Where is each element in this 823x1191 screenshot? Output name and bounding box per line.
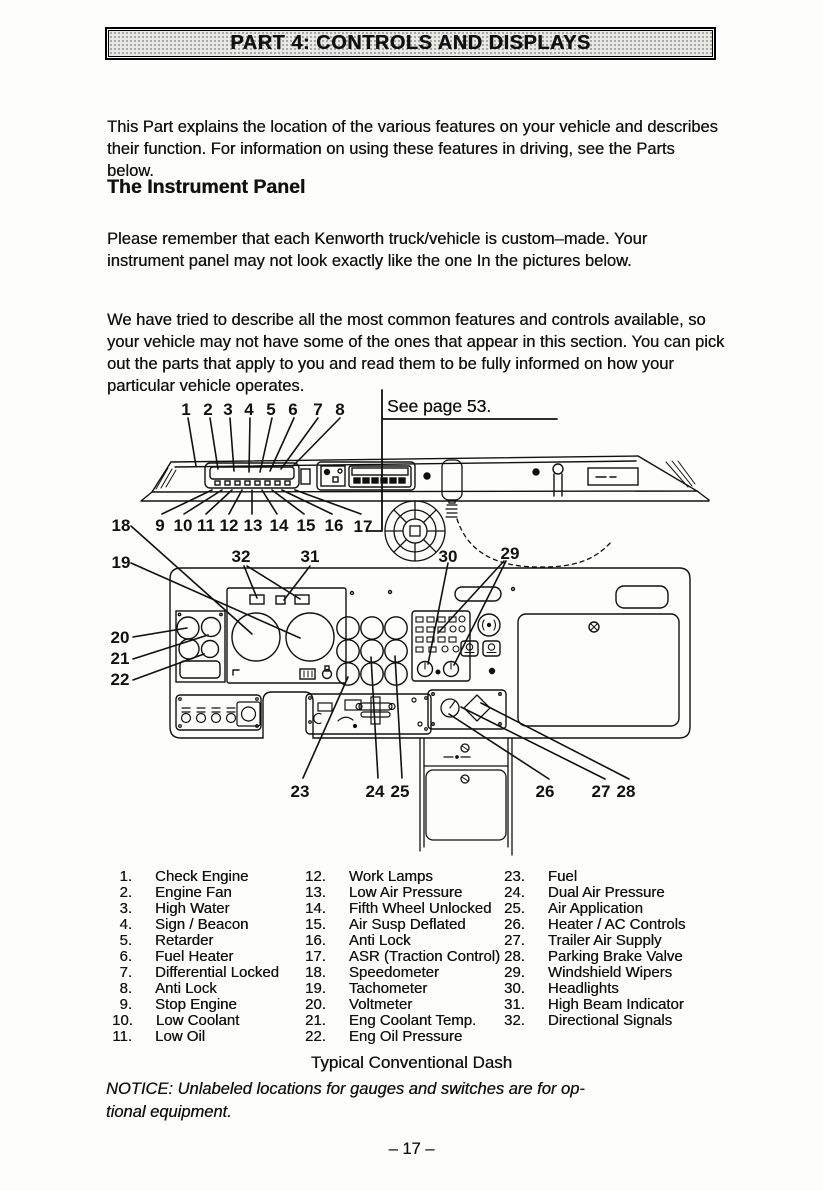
legend-item — [112, 1013, 279, 1029]
legend-item-number: 31. — [504, 996, 525, 1013]
figure-caption: Typical Conventional Dash — [310, 1053, 513, 1072]
legend-item — [112, 869, 279, 885]
legend-item-number: 22. — [305, 1028, 326, 1045]
callout-25: 25 — [390, 782, 410, 801]
legend-item — [504, 869, 685, 885]
legend-item-label: Anti Lock — [348, 932, 411, 949]
callout-2: 2 — [203, 400, 213, 419]
legend-item — [305, 981, 500, 997]
legend-item — [112, 917, 279, 933]
legend-item-label: Tachometer — [348, 980, 428, 997]
part-title: PART 4: CONTROLS AND DISPLAYS — [230, 32, 591, 54]
legend-item-label: Headlights — [547, 980, 619, 997]
legend-item-label: Engine Fan — [155, 884, 232, 901]
legend-item-label: Fuel — [547, 868, 578, 885]
indicator-light-strip — [205, 463, 299, 488]
part-title-banner — [105, 27, 716, 60]
legend-item — [305, 1013, 500, 1029]
legend-item-label: Low Oil — [155, 1028, 206, 1045]
callout-14: 14 — [269, 516, 289, 535]
legend-item-label: Low Air Pressure — [348, 884, 463, 901]
callout-30: 30 — [438, 547, 458, 566]
callout-8: 8 — [335, 400, 345, 419]
intro-paragraph: This Part explains the location of the various features on your vehicle and describes their function. For information on using these features in driving, see the Parts below. — [107, 117, 718, 180]
callout-9: 9 — [155, 516, 165, 535]
legend-item — [305, 917, 500, 933]
callout-7: 7 — [313, 400, 323, 419]
callout-32: 32 — [231, 547, 251, 566]
paragraph-common-features: We have tried to describe all the most common features and controls available, so your vehicle may not have some of the ones that appear in this section. You can pick out the parts that apply to you and read them to be fully informed on how your particular vehicle operates. — [107, 310, 725, 395]
legend-item-label: Low Coolant — [155, 1012, 240, 1029]
callout-17: 17 — [353, 517, 373, 536]
legend-item-label: Differential Locked — [155, 964, 279, 981]
legend-item-label: Eng Oil Pressure — [348, 1028, 463, 1045]
fuel-gauge — [337, 663, 359, 685]
legend-item-number: 18. — [305, 964, 326, 981]
legend-item-number: 13. — [305, 884, 326, 901]
lighter-and-buttons — [461, 614, 500, 674]
legend-item-number: 3. — [119, 900, 132, 917]
legend-item-label: Retarder — [155, 932, 214, 949]
legend-item-number: 28. — [504, 948, 525, 965]
legend-column — [305, 869, 500, 1045]
legend-item — [504, 965, 685, 981]
legend-item-label: ASR (Traction Control) — [348, 948, 501, 965]
callout-23: 23 — [290, 782, 310, 801]
legend-item-number: 8. — [119, 980, 132, 997]
paragraph-custom-made: Please remember that each Kenworth truck/vehicle is custom–made. Your instrument panel may not look exactly like the one In the pictures below. — [107, 229, 648, 270]
callout-4: 4 — [244, 400, 254, 419]
part-title-banner-fill — [108, 30, 713, 57]
notice-line-2: tional equipment. — [106, 1103, 232, 1121]
legend-item — [305, 885, 500, 901]
legend-item-number: 20. — [305, 996, 326, 1013]
callout-26: 26 — [535, 782, 555, 801]
tachometer-gauge — [286, 613, 334, 661]
legend-item-label: Anti Lock — [155, 980, 217, 997]
legend-item — [305, 869, 500, 885]
legend-item — [112, 949, 279, 965]
legend-item — [112, 1029, 279, 1045]
voltmeter-gauge — [177, 617, 199, 639]
legend-item — [504, 1013, 685, 1029]
legend-item-number: 14. — [305, 900, 326, 917]
glove-box — [518, 586, 679, 726]
dash-top-view — [141, 456, 709, 501]
legend-item-label: Eng Coolant Temp. — [348, 1012, 477, 1029]
legend-item-number: 15. — [305, 916, 326, 933]
legend-item — [504, 933, 685, 949]
callout-29: 29 — [500, 544, 520, 563]
legend-item-number: 9. — [119, 996, 132, 1013]
callout-16: 16 — [324, 516, 344, 535]
parking-brake-valve-diamond — [464, 695, 490, 721]
see-page-note: See page 53. — [387, 396, 492, 416]
legend-item-label: Dual Air Pressure — [547, 884, 665, 901]
legend-item-label: Stop Engine — [155, 996, 237, 1013]
legend-item — [305, 1029, 500, 1045]
legend-item-number: 29. — [504, 964, 525, 981]
legend-item-number: 12. — [305, 868, 326, 885]
callout-5: 5 — [266, 400, 276, 419]
legend-item-label: Check Engine — [155, 868, 249, 885]
callout-3: 3 — [223, 400, 233, 419]
toggle-switch — [212, 714, 221, 723]
legend-item-label: Windshield Wipers — [547, 964, 673, 981]
legend-item-number: 10. — [112, 1012, 133, 1029]
legend-item-label: Voltmeter — [348, 996, 413, 1013]
callout-13: 13 — [243, 516, 263, 535]
speedometer-gauge — [232, 613, 280, 661]
legend-item-number: 23. — [504, 868, 525, 885]
legend-item-label: Speedometer — [348, 964, 439, 981]
legend-item-number: 1. — [119, 868, 132, 885]
legend-item — [504, 917, 685, 933]
legend-item-label: Air Susp Deflated — [348, 916, 466, 933]
legend-item-label: Work Lamps — [348, 868, 433, 885]
cb-microphone — [442, 460, 612, 567]
legend-item-number: 19. — [305, 980, 326, 997]
legend-column — [504, 869, 685, 1029]
legend-item-label: Heater / AC Controls — [547, 916, 686, 933]
legend-item-number: 2. — [119, 884, 132, 901]
page-number: – 17 – — [388, 1140, 435, 1158]
legend-item-label: Parking Brake Valve — [547, 948, 683, 965]
legend-item — [305, 965, 500, 981]
callout-10: 10 — [173, 516, 193, 535]
radio — [317, 462, 415, 490]
callout-6: 6 — [288, 400, 298, 419]
dash-knob — [533, 469, 539, 475]
dash-knob — [424, 473, 430, 479]
legend-item — [504, 981, 685, 997]
legend-item-number: 21. — [305, 1012, 326, 1029]
strip-latch — [301, 469, 310, 484]
legend-item — [504, 901, 685, 917]
toggle-switch — [197, 714, 206, 723]
air-application-gauge — [385, 640, 407, 662]
callout-27: 27 — [591, 782, 611, 801]
legend-item-number: 30. — [504, 980, 525, 997]
callout-18: 18 — [111, 516, 131, 535]
speedo-tach-panel — [227, 588, 346, 683]
toggle-switch — [182, 714, 191, 723]
legend-item-number: 11. — [112, 1028, 132, 1045]
legend-item — [504, 949, 685, 965]
legend-item-number: 6. — [119, 948, 132, 965]
legend-item — [112, 997, 279, 1013]
legend-item — [305, 901, 500, 917]
legend-item-label: Directional Signals — [547, 1012, 673, 1029]
legend-item — [112, 885, 279, 901]
toggle-switch — [227, 714, 236, 723]
small-gauge — [179, 639, 199, 659]
small-gauge-cluster — [176, 611, 225, 682]
legend-item-number: 27. — [504, 932, 525, 949]
oil-pressure-gauge — [202, 641, 219, 658]
trailer-brake-handle — [356, 697, 395, 724]
legend-item — [112, 965, 279, 981]
legend-item — [504, 885, 685, 901]
callout-31: 31 — [300, 547, 320, 566]
legend-item — [504, 997, 685, 1013]
callout-21: 21 — [110, 649, 130, 668]
legend-item-number: 7. — [119, 964, 132, 981]
callout-19: 19 — [111, 553, 131, 572]
legend-item-label: Fuel Heater — [155, 948, 234, 965]
legend-item-label: Sign / Beacon — [155, 916, 249, 933]
legend-item-label: High Beam Indicator — [547, 996, 684, 1013]
legend-item — [112, 981, 279, 997]
legend-item — [305, 949, 500, 965]
legend-item-label: Trailer Air Supply — [547, 932, 662, 949]
legend-item — [305, 933, 500, 949]
legend-item-number: 32. — [504, 1012, 525, 1029]
coolant-temp-gauge — [202, 618, 221, 637]
instrument-panel-diagram — [0, 385, 823, 865]
lower-left-switch-panel — [176, 695, 261, 730]
legend-item-label: Air Application — [547, 900, 643, 917]
legend-item-label: High Water — [155, 900, 230, 917]
steering-column-fan — [385, 501, 445, 561]
legend-item — [305, 997, 500, 1013]
legend-item-number: 5. — [119, 932, 132, 949]
callout-20: 20 — [110, 628, 130, 647]
legend-item-label: Fifth Wheel Unlocked — [348, 900, 492, 917]
notice-line-1: NOTICE: Unlabeled locations for gauges and switches are for op- — [106, 1080, 585, 1098]
legend-item-number: 16. — [305, 932, 326, 949]
legend-item — [112, 933, 279, 949]
notice-text — [106, 1078, 734, 1124]
legend-item-number: 4. — [119, 916, 132, 933]
legend-item-number: 17. — [305, 948, 326, 965]
callout-1: 1 — [181, 400, 191, 419]
dual-air-pressure-gauge — [361, 640, 383, 662]
center-console — [420, 738, 512, 855]
legend-column — [112, 869, 279, 1045]
legend-item-number: 26. — [504, 916, 525, 933]
callout-11: 11 — [197, 516, 215, 535]
callout-24: 24 — [365, 782, 385, 801]
callout-15: 15 — [296, 516, 316, 535]
callout-28: 28 — [616, 782, 636, 801]
legend-item-number: 24. — [504, 884, 525, 901]
callout-12: 12 — [219, 516, 239, 535]
legend-item — [112, 901, 279, 917]
callout-numbers — [111, 400, 636, 801]
callout-22: 22 — [110, 670, 130, 689]
legend-item-number: 25. — [504, 900, 525, 917]
section-heading: The Instrument Panel — [107, 176, 306, 198]
